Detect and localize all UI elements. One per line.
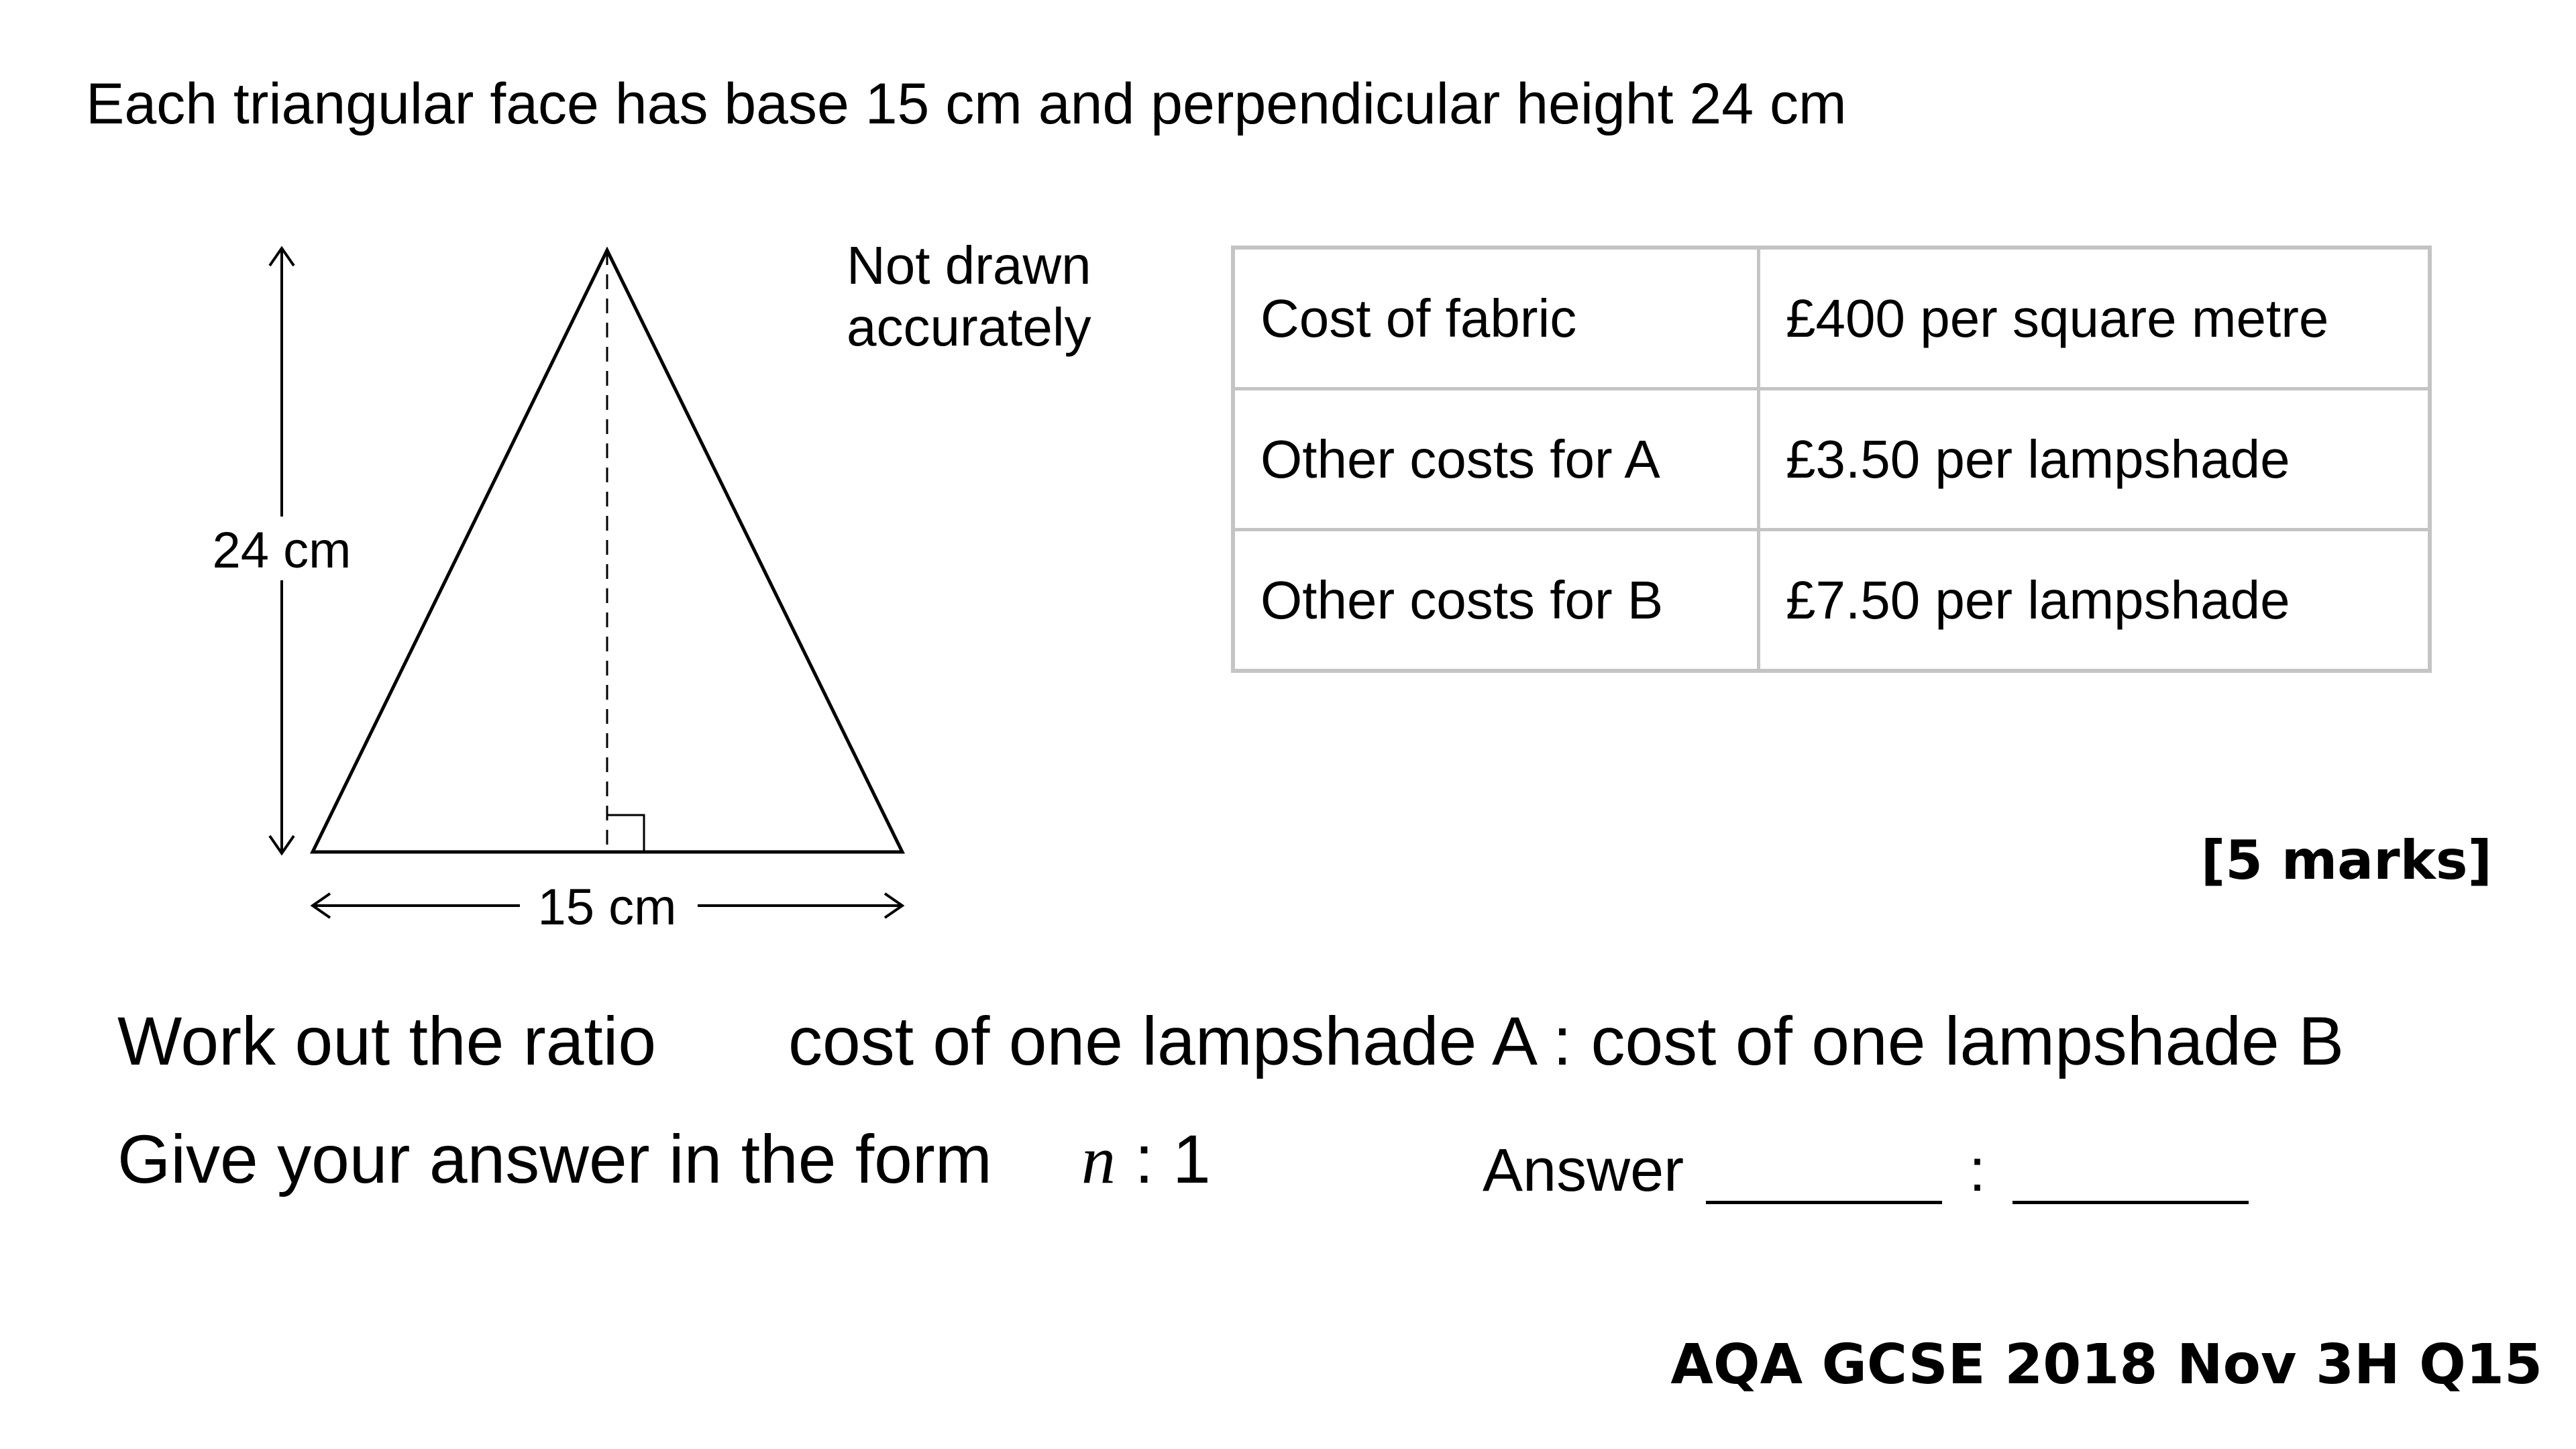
height-label: 24 cm: [212, 522, 352, 579]
base-label: 15 cm: [537, 879, 677, 936]
table-cell-cost: £3.50 per lampshade: [1759, 389, 2430, 530]
form-variable: n: [1081, 1122, 1116, 1198]
intro-text: Each triangular face has base 15 cm and perpendicular height 24 cm: [86, 72, 1847, 136]
table-cell-item: Cost of fabric: [1233, 248, 1759, 389]
answer-separator: :: [1969, 1137, 1986, 1204]
right-angle-marker: [607, 815, 644, 852]
table-row: [1233, 389, 2430, 530]
table-row: [1233, 248, 2430, 389]
ratio-expression: cost of one lampshade A : cost of one lampshade B: [788, 1003, 2345, 1079]
table-cell-item: Other costs for A: [1233, 389, 1759, 530]
marks-label: [5 marks]: [2200, 829, 2492, 892]
question-instruction: Work out the ratio: [117, 1003, 657, 1079]
form-suffix: : 1: [1134, 1121, 1211, 1197]
answer-blank-left[interactable]: [1706, 1201, 1942, 1204]
answer-label: Answer: [1483, 1137, 1684, 1204]
form-instruction: Give your answer in the form: [117, 1121, 992, 1197]
source-reference: AQA GCSE 2018 Nov 3H Q15: [1670, 1333, 2542, 1397]
not-drawn-accurately-note: Not drawn accurately: [847, 235, 1091, 357]
table-cell-cost: £7.50 per lampshade: [1759, 530, 2430, 672]
table-row: [1233, 530, 2430, 672]
cost-table: [1231, 246, 2432, 673]
answer-form: [1081, 1119, 1211, 1201]
answer-blank-right[interactable]: [2012, 1201, 2249, 1204]
table-cell-cost: £400 per square metre: [1759, 248, 2430, 389]
table-cell-item: Other costs for B: [1233, 530, 1759, 672]
